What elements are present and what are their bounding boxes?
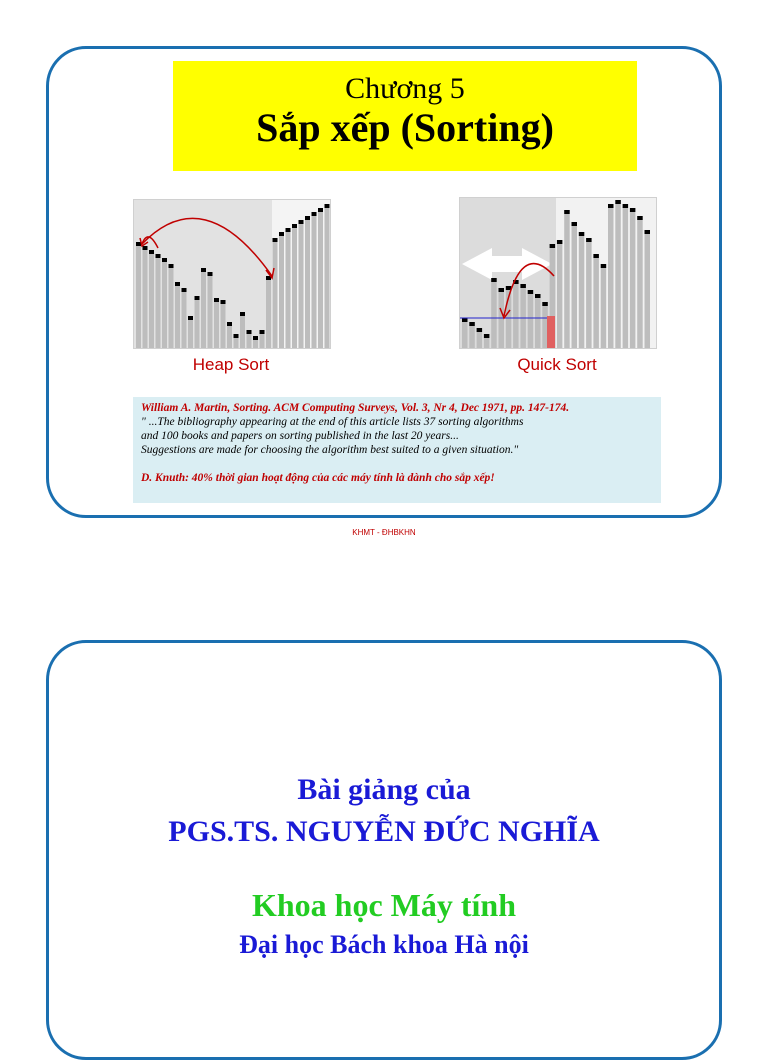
bar (557, 244, 563, 348)
bar (286, 232, 291, 348)
bar-marker (208, 272, 213, 276)
bar-marker (201, 268, 206, 272)
bar (156, 258, 161, 348)
bar (630, 212, 636, 348)
bar-marker (260, 330, 265, 334)
quote-box (133, 397, 661, 503)
slide-sorting (46, 46, 722, 518)
heap-sort-graphic (134, 200, 330, 348)
bar-marker (484, 334, 490, 338)
bar (221, 304, 226, 348)
bar (253, 340, 258, 348)
bar (535, 298, 541, 348)
bar (469, 326, 475, 348)
bar (593, 258, 599, 348)
bar (195, 300, 200, 348)
bar-marker (557, 240, 563, 244)
chapter-label: Chương 5 (345, 72, 465, 105)
bar (484, 338, 490, 348)
bar (292, 228, 297, 348)
quick-sort-image (459, 197, 657, 349)
lecture-by: Bài giảng của (297, 773, 471, 806)
bar-marker (286, 228, 291, 232)
slide-title: Sắp xếp (Sorting) (256, 105, 554, 150)
bar (462, 322, 468, 348)
bar-marker (221, 300, 226, 304)
bar (260, 334, 265, 348)
quote-line-3: Suggestions are made for choosing the algorithm best suited to a given situation." (141, 444, 519, 456)
bar (136, 246, 141, 348)
bar-marker (312, 212, 317, 216)
bar-marker (469, 322, 475, 326)
slide-author (46, 640, 722, 1060)
bar-marker (240, 312, 245, 316)
bar (491, 282, 497, 348)
quick-sort-label: Quick Sort (517, 355, 597, 374)
bar-marker (586, 238, 592, 242)
bar (542, 306, 548, 348)
bar-marker (234, 334, 239, 338)
bar (477, 332, 483, 348)
bar-marker (630, 208, 636, 212)
bar (608, 208, 614, 348)
bar-marker (136, 242, 141, 246)
bar (175, 286, 180, 348)
bar (572, 226, 578, 348)
bar (299, 224, 304, 348)
bar (305, 220, 310, 348)
footer-label: KHMT - ĐHBKHN (352, 528, 416, 537)
bar (601, 268, 607, 348)
bar (240, 316, 245, 348)
quote-reference: William A. Martin, Sorting. ACM Computing Surveys, Vol. 3, Nr 4, Dec 1971, pp. 147-174. (141, 402, 570, 414)
bar (201, 272, 206, 348)
bar (169, 268, 174, 348)
title-box (173, 61, 637, 171)
heap-sort-image (133, 199, 331, 349)
bar-marker (188, 316, 193, 320)
bar-marker (542, 302, 548, 306)
bar (208, 276, 213, 348)
bar-marker (579, 232, 585, 236)
bar-marker (227, 322, 232, 326)
bar-marker (491, 278, 497, 282)
bar-marker (564, 210, 570, 214)
bar-marker (593, 254, 599, 258)
bar-marker (645, 230, 651, 234)
bar (149, 254, 154, 348)
heap-sort-label: Heap Sort (192, 355, 270, 374)
bar-marker (535, 294, 541, 298)
bar-marker (279, 232, 284, 236)
bar-marker (608, 204, 614, 208)
bar (325, 208, 330, 348)
bar-marker (247, 330, 252, 334)
bar-marker (637, 216, 643, 220)
bar-marker (195, 296, 200, 300)
bar-marker (214, 298, 219, 302)
bar (182, 292, 187, 348)
bar (312, 216, 317, 348)
department-name: Khoa học Máy tính (251, 887, 517, 923)
bar-marker (292, 224, 297, 228)
bar-marker (156, 254, 161, 258)
bar-marker (318, 208, 323, 212)
bar-marker (182, 288, 187, 292)
bar-marker (169, 264, 174, 268)
bar-marker (615, 200, 621, 204)
bar (579, 236, 585, 348)
bar-marker (462, 318, 468, 322)
bar (214, 302, 219, 348)
bar-marker (253, 336, 258, 340)
bar-marker (572, 222, 578, 226)
bar (615, 204, 621, 348)
university-name: Đại học Bách khoa Hà nội (239, 930, 529, 959)
bar (499, 292, 505, 348)
bar-marker (162, 258, 167, 262)
bar-marker (477, 328, 483, 332)
bar-marker (273, 238, 278, 242)
bar-marker (601, 264, 607, 268)
bar (188, 320, 193, 348)
bar (234, 338, 239, 348)
bar-marker (149, 250, 154, 254)
bar-marker (299, 220, 304, 224)
bar (318, 212, 323, 348)
bar (247, 334, 252, 348)
author-name: PGS.TS. NGUYỄN ĐỨC NGHĨA (168, 815, 600, 848)
bar-marker (520, 284, 526, 288)
bar (564, 214, 570, 348)
quick-sort-graphic (460, 198, 656, 348)
bar-marker (325, 204, 330, 208)
bar (279, 236, 284, 348)
bar (143, 250, 148, 348)
bar (528, 294, 534, 348)
bar-marker (528, 290, 534, 294)
bar (623, 208, 629, 348)
bar (273, 242, 278, 348)
bar-marker (175, 282, 180, 286)
bar (227, 326, 232, 348)
knuth-quote: D. Knuth: 40% thời gian hoạt động của các máy tính là dành cho sắp xếp! (141, 472, 495, 484)
quote-line-1: " ...The bibliography appearing at the end of this article lists 37 sorting algorithms (141, 416, 524, 428)
bar (162, 262, 167, 348)
bar-marker (305, 216, 310, 220)
bar-marker (623, 204, 629, 208)
quote-line-2: and 100 books and papers on sorting published in the last 20 years... (141, 430, 459, 442)
bar (586, 242, 592, 348)
bar (637, 220, 643, 348)
bar (513, 284, 519, 348)
bar-marker (143, 246, 148, 250)
bar-marker (499, 288, 505, 292)
bar (645, 234, 651, 348)
bar (266, 280, 271, 348)
bar-marker (550, 244, 556, 248)
